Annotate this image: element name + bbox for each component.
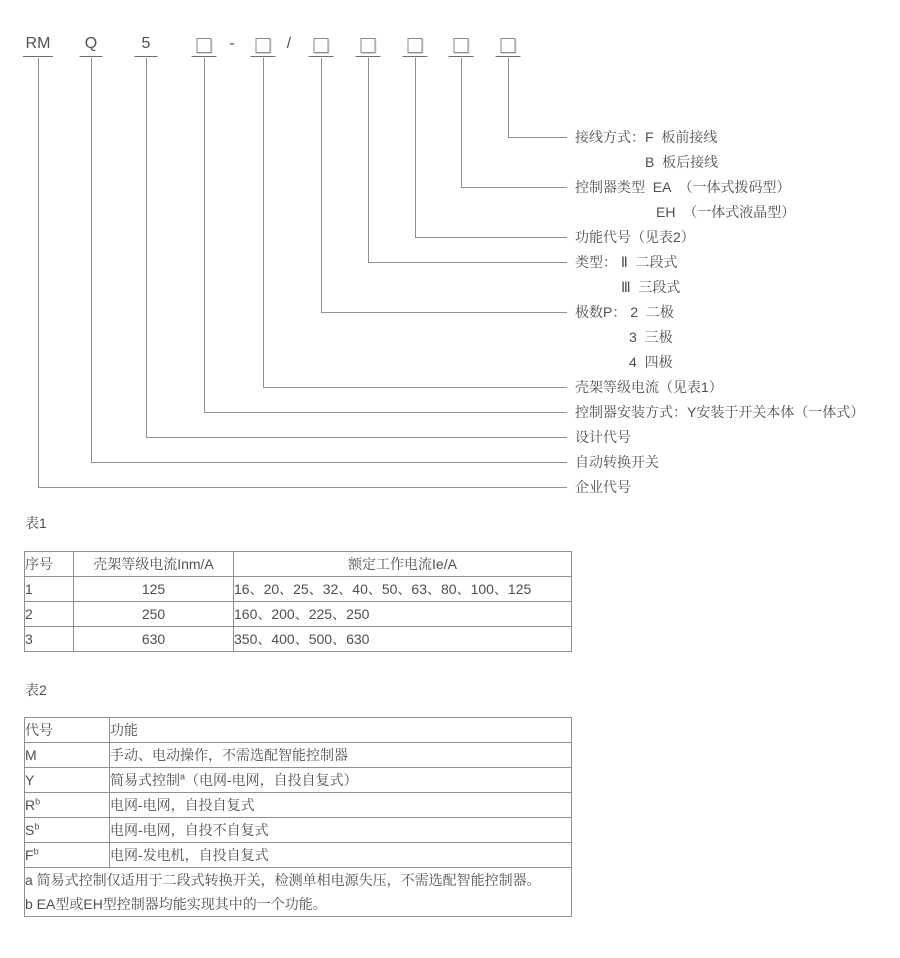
func-text: 简易式控制 (110, 772, 180, 788)
label-poles-3: 3 三极 (629, 329, 673, 345)
label-type-ii: 类型： Ⅱ 二段式 (575, 254, 678, 270)
footnote-ref: b (34, 821, 40, 832)
table1-cell-ie: 350、400、500、630 (234, 627, 572, 652)
table2-cell-code (25, 818, 110, 843)
label-function-code: 功能代号（见表2） (575, 229, 695, 245)
footnote-ref: b (33, 846, 39, 857)
label-frame-current: 壳架等级电流（见表1） (575, 379, 723, 395)
connector-hline-mount (204, 412, 567, 413)
table2-cell-code (25, 793, 110, 818)
table2-title: 表2 (25, 682, 47, 698)
table-row (25, 627, 572, 652)
connector-vline-design (146, 58, 147, 437)
table1-cell-ie: 160、200、225、250 (234, 602, 572, 627)
code-value: Y (25, 772, 35, 788)
connector-hline-company (38, 487, 567, 488)
connector-vline-company (38, 58, 39, 487)
table-row (25, 602, 572, 627)
underline-box-4 (356, 56, 381, 57)
table2-footnote-row (25, 868, 572, 917)
code-value: R (25, 797, 36, 813)
code-placeholder-box-1 (197, 38, 212, 53)
connector-hline-switch (91, 462, 567, 463)
table1-cell-index: 3 (25, 627, 74, 652)
table2-header-code: 代号 (25, 718, 110, 743)
table1-cell-inm: 250 (74, 602, 234, 627)
table2-header-func: 功能 (110, 718, 572, 743)
code-placeholder-box-2 (256, 38, 271, 53)
connector-hline-type (368, 262, 567, 263)
connector-vline-function (415, 58, 416, 237)
table2-cell-code (25, 743, 110, 768)
table1-cell-index: 1 (25, 577, 74, 602)
connector-hline-wiring (508, 137, 567, 138)
underline-box-5 (403, 56, 428, 57)
code-placeholder-box-3 (314, 38, 329, 53)
underline-box-2 (251, 56, 276, 57)
code-part-5: 5 (141, 35, 151, 52)
table1-header-inm: 壳架等级电流Inm/A (74, 552, 234, 577)
connector-vline-mount (204, 58, 205, 412)
table1-header-index: 序号 (25, 552, 74, 577)
func-text: 手动、电动操作，不需选配智能控制器 (110, 747, 348, 763)
table-row (25, 818, 572, 843)
label-wiring-mode-b: B 板后接线 (645, 154, 719, 170)
table2-cell-func (110, 843, 572, 868)
table2-cell-func (110, 793, 572, 818)
label-type-iii: Ⅲ 三段式 (621, 279, 681, 295)
func-text: 电网-电网，自投自复式 (110, 797, 255, 813)
table2-cell-func (110, 768, 572, 793)
connector-vline-switch (91, 58, 92, 462)
table1-header-ie: 额定工作电流Ie/A (234, 552, 572, 577)
label-switch-type: 自动转换开关 (575, 454, 659, 470)
label-poles-4: 4 四极 (629, 354, 673, 370)
connector-vline-controller (461, 58, 462, 187)
label-poles-2: 极数P： 2 二极 (575, 304, 674, 320)
table-row (25, 577, 572, 602)
table-row (25, 768, 572, 793)
underline-rm (23, 56, 53, 57)
connector-vline-poles (321, 58, 322, 312)
connector-vline-type (368, 58, 369, 262)
footnote-a: a 简易式控制仅适用于二段式转换开关，检测单相电源失压，不需选配智能控制器。 (25, 872, 541, 888)
code-part-q: Q (84, 35, 98, 52)
underline-box-3 (309, 56, 334, 57)
table2-header-row (25, 718, 572, 743)
code-part-rm: RM (25, 35, 51, 52)
table-row (25, 793, 572, 818)
table-row (25, 743, 572, 768)
code-value: S (25, 822, 35, 838)
func-text: 电网-发电机，自投自复式 (110, 847, 269, 863)
footnote-ref: a (180, 771, 186, 782)
table1-frame-current (24, 551, 572, 652)
underline-box-6 (449, 56, 474, 57)
underline-q (80, 56, 103, 57)
table1-cell-index: 2 (25, 602, 74, 627)
code-value: M (25, 747, 37, 763)
table2-footnote-cell (25, 868, 572, 917)
func-text: 电网-电网，自投不自复式 (110, 822, 269, 838)
code-placeholder-box-5 (408, 38, 423, 53)
underline-box-7 (496, 56, 521, 57)
label-company-code: 企业代号 (575, 479, 631, 495)
label-design-code: 设计代号 (575, 429, 631, 445)
table1-cell-inm: 125 (74, 577, 234, 602)
code-placeholder-box-7 (501, 38, 516, 53)
connector-hline-poles (321, 312, 567, 313)
connector-hline-function (415, 237, 567, 238)
underline-box-1 (192, 56, 217, 57)
table2-cell-code (25, 843, 110, 868)
label-controller-mount: 控制器安装方式：Y安装于开关本体（一体式） (575, 404, 865, 420)
table-row (25, 843, 572, 868)
connector-vline-wiring (508, 58, 509, 137)
table2-cell-func (110, 743, 572, 768)
code-placeholder-box-4 (361, 38, 376, 53)
underline-5 (135, 56, 158, 57)
footnote-b: b EA型或EH型控制器均能实现其中的一个功能。 (25, 896, 327, 912)
table2-cell-func (110, 818, 572, 843)
connector-hline-controller (461, 187, 567, 188)
code-placeholder-box-6 (454, 38, 469, 53)
label-controller-type-eh: EH （一体式液晶型） (656, 204, 796, 220)
table1-title: 表1 (25, 515, 47, 531)
table2-function-codes (24, 717, 572, 917)
label-wiring-mode-f: 接线方式：F 板前接线 (575, 129, 718, 145)
connector-hline-frame (263, 387, 567, 388)
connector-vline-frame (263, 58, 264, 387)
footnote-ref: b (35, 796, 41, 807)
table2-cell-code (25, 768, 110, 793)
code-separator-slash: / (286, 35, 292, 52)
code-value: F (25, 847, 34, 863)
table1-cell-ie: 16、20、25、32、40、50、63、80、100、125 (234, 577, 572, 602)
table1-cell-inm: 630 (74, 627, 234, 652)
connector-hline-design (146, 437, 567, 438)
table1-header-row (25, 552, 572, 577)
code-separator-dash: - (229, 35, 235, 52)
func-text-rest: （电网-电网，自投自复式） (185, 772, 358, 788)
label-controller-type-ea: 控制器类型 EA （一体式拨码型） (575, 179, 791, 195)
